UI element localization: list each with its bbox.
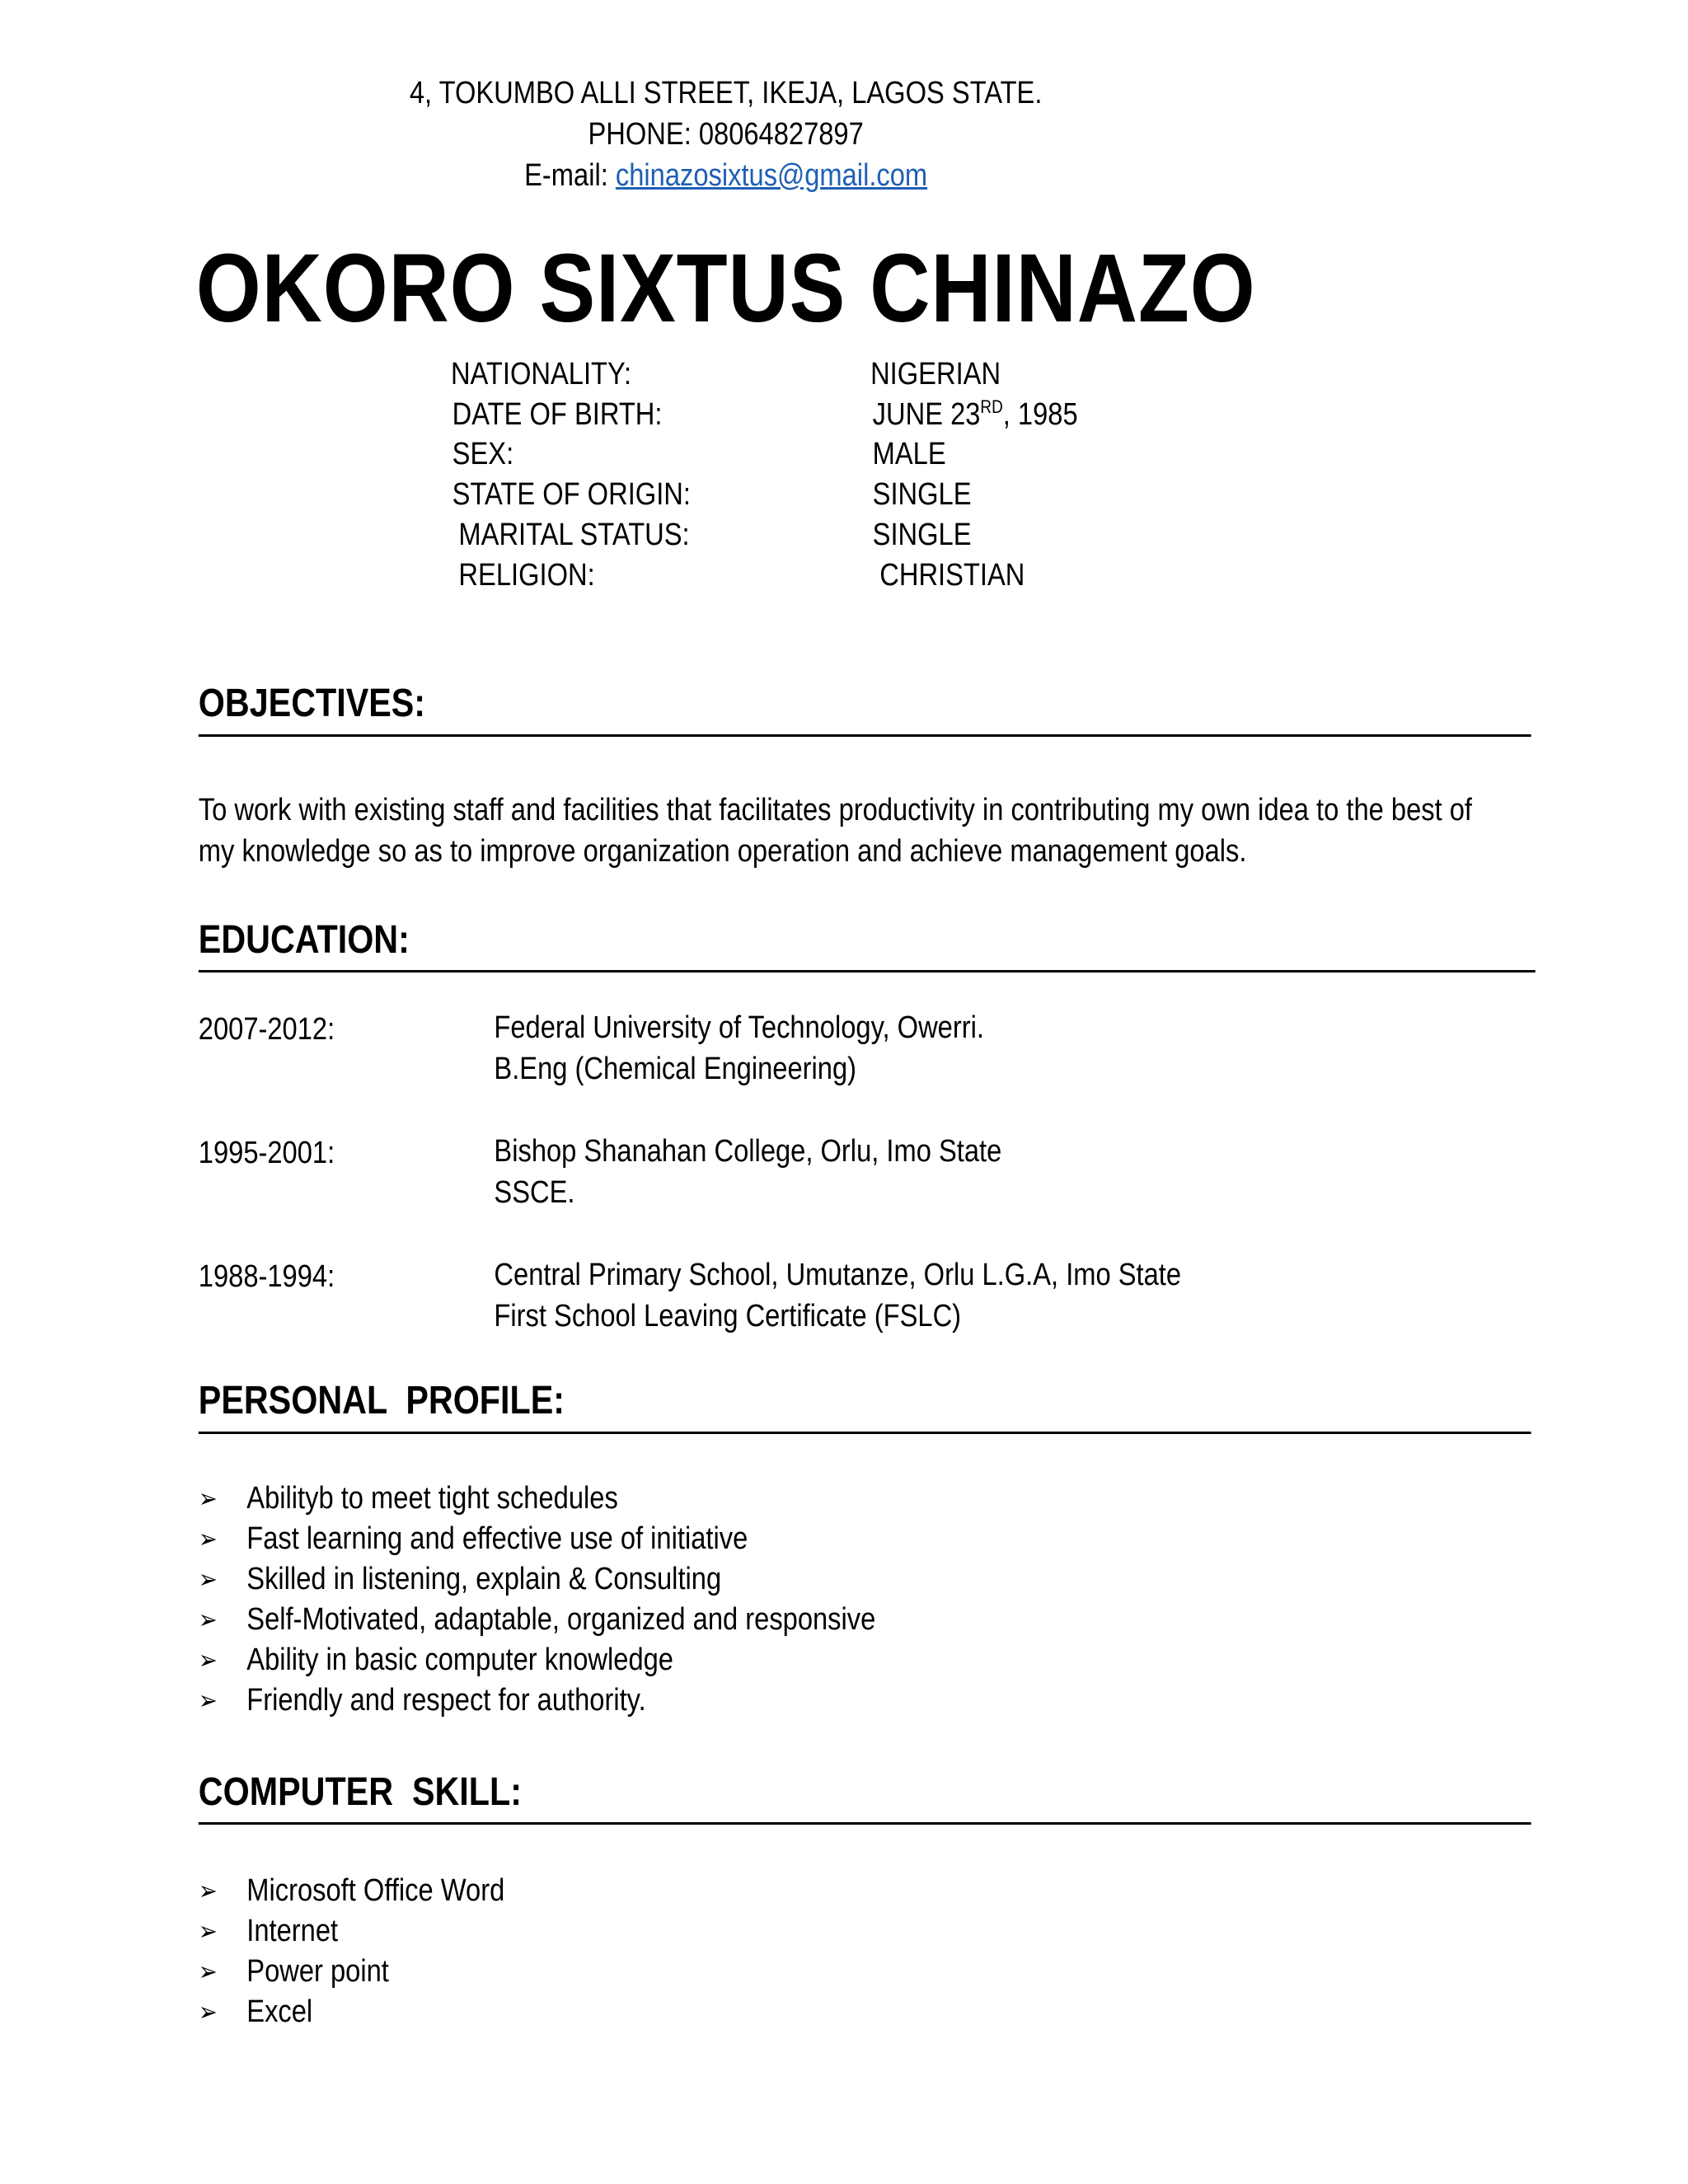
info-label-nationality: NATIONALITY: — [450, 357, 632, 391]
list-item — [199, 1519, 876, 1559]
list-item — [199, 1680, 876, 1721]
list-item — [199, 1640, 876, 1680]
profile-item-text: Ability in basic computer knowledge — [246, 1643, 673, 1677]
edu-detail-3 — [494, 1254, 1181, 1337]
education-rule — [199, 970, 1536, 972]
list-item — [199, 1952, 504, 1992]
address-line: 4, TOKUMBO ALLI STREET, IKEJA, LAGOS STATE. — [409, 76, 1043, 110]
arrow-bullet-icon: ➢ — [198, 1483, 218, 1514]
list-item — [199, 1992, 504, 2032]
computer-item-text: Power point — [246, 1954, 389, 1989]
objectives-title: OBJECTIVES: — [198, 682, 426, 725]
info-label-dob: DATE OF BIRTH: — [452, 397, 663, 432]
list-item — [199, 1479, 876, 1519]
arrow-bullet-icon: ➢ — [198, 1956, 218, 1987]
info-value-nationality: NIGERIAN — [870, 357, 1001, 391]
objectives-line-2: my knowledge so as to improve organization operation and achieve management goals. — [198, 834, 1247, 869]
education-title: EDUCATION: — [198, 918, 410, 962]
arrow-bullet-icon: ➢ — [198, 1996, 218, 2027]
edu-years-3: 1988-1994: — [198, 1259, 335, 1294]
computer-item-text: Excel — [246, 1994, 313, 2029]
objectives-line-1: To work with existing staff and facilities that facilitates productivity in contributing my own idea to the best of — [198, 793, 1473, 827]
computer-list — [199, 1871, 504, 2032]
objectives-text — [199, 790, 1472, 872]
arrow-bullet-icon: ➢ — [198, 1685, 218, 1716]
list-item — [199, 1871, 504, 1911]
dob-sup: RD — [980, 396, 1003, 417]
computer-item-text: Internet — [246, 1914, 339, 1948]
profile-item-text: Abilityb to meet tight schedules — [246, 1481, 618, 1516]
info-value-sex: MALE — [872, 437, 946, 471]
edu-detail-2 — [494, 1131, 1001, 1213]
contact-block — [0, 73, 1451, 196]
info-label-state: STATE OF ORIGIN: — [452, 477, 691, 512]
edu-institution-2: Bishop Shanahan College, Orlu, Imo State — [494, 1134, 1002, 1169]
profile-item-text: Skilled in listening, explain & Consulting — [246, 1562, 722, 1596]
list-item — [199, 1559, 876, 1600]
profile-list — [199, 1479, 876, 1721]
objectives-rule — [199, 734, 1531, 737]
arrow-bullet-icon: ➢ — [198, 1604, 218, 1635]
info-value-dob — [873, 397, 1078, 433]
info-label-marital: MARITAL STATUS: — [458, 518, 690, 552]
profile-item-text: Friendly and respect for authority. — [246, 1683, 646, 1718]
edu-qualification-2: SSCE. — [494, 1175, 575, 1210]
dob-main: JUNE 23 — [872, 397, 981, 432]
phone-line: PHONE: 08064827897 — [588, 117, 864, 152]
edu-years-1: 2007-2012: — [198, 1012, 335, 1047]
edu-years-2: 1995-2001: — [198, 1136, 335, 1170]
arrow-bullet-icon: ➢ — [198, 1563, 218, 1595]
computer-title: COMPUTER SKILL: — [198, 1770, 522, 1814]
profile-title: PERSONAL PROFILE: — [198, 1379, 565, 1422]
dob-tail: , 1985 — [1002, 397, 1078, 432]
computer-item-text: Microsoft Office Word — [246, 1873, 505, 1908]
candidate-name: OKORO SIXTUS CHINAZO — [195, 234, 1256, 343]
computer-rule — [199, 1822, 1531, 1825]
email-line — [0, 155, 1451, 196]
profile-rule — [199, 1432, 1531, 1434]
edu-institution-1: Federal University of Technology, Owerri. — [494, 1010, 984, 1045]
edu-qualification-1: B.Eng (Chemical Engineering) — [494, 1052, 857, 1086]
profile-item-text: Fast learning and effective use of initiative — [246, 1521, 748, 1556]
arrow-bullet-icon: ➢ — [198, 1523, 218, 1554]
edu-qualification-3: First School Leaving Certificate (FSLC) — [494, 1299, 962, 1333]
info-value-marital: SINGLE — [872, 518, 972, 552]
arrow-bullet-icon: ➢ — [198, 1915, 218, 1947]
edu-institution-3: Central Primary School, Umutanze, Orlu L.G.A, Imo State — [494, 1258, 1182, 1292]
edu-detail-1 — [494, 1007, 984, 1090]
info-value-religion: CHRISTIAN — [879, 558, 1025, 593]
email-label: E-mail: — [524, 158, 616, 193]
email-link[interactable]: chinazosixtus@gmail.com — [615, 158, 928, 193]
list-item — [199, 1911, 504, 1952]
arrow-bullet-icon: ➢ — [198, 1644, 218, 1675]
profile-item-text: Self-Motivated, adaptable, organized and responsive — [246, 1602, 876, 1637]
arrow-bullet-icon: ➢ — [198, 1875, 218, 1906]
list-item — [199, 1600, 876, 1640]
info-value-state: SINGLE — [872, 477, 972, 512]
info-label-sex: SEX: — [452, 437, 514, 471]
info-label-religion: RELIGION: — [458, 558, 595, 593]
